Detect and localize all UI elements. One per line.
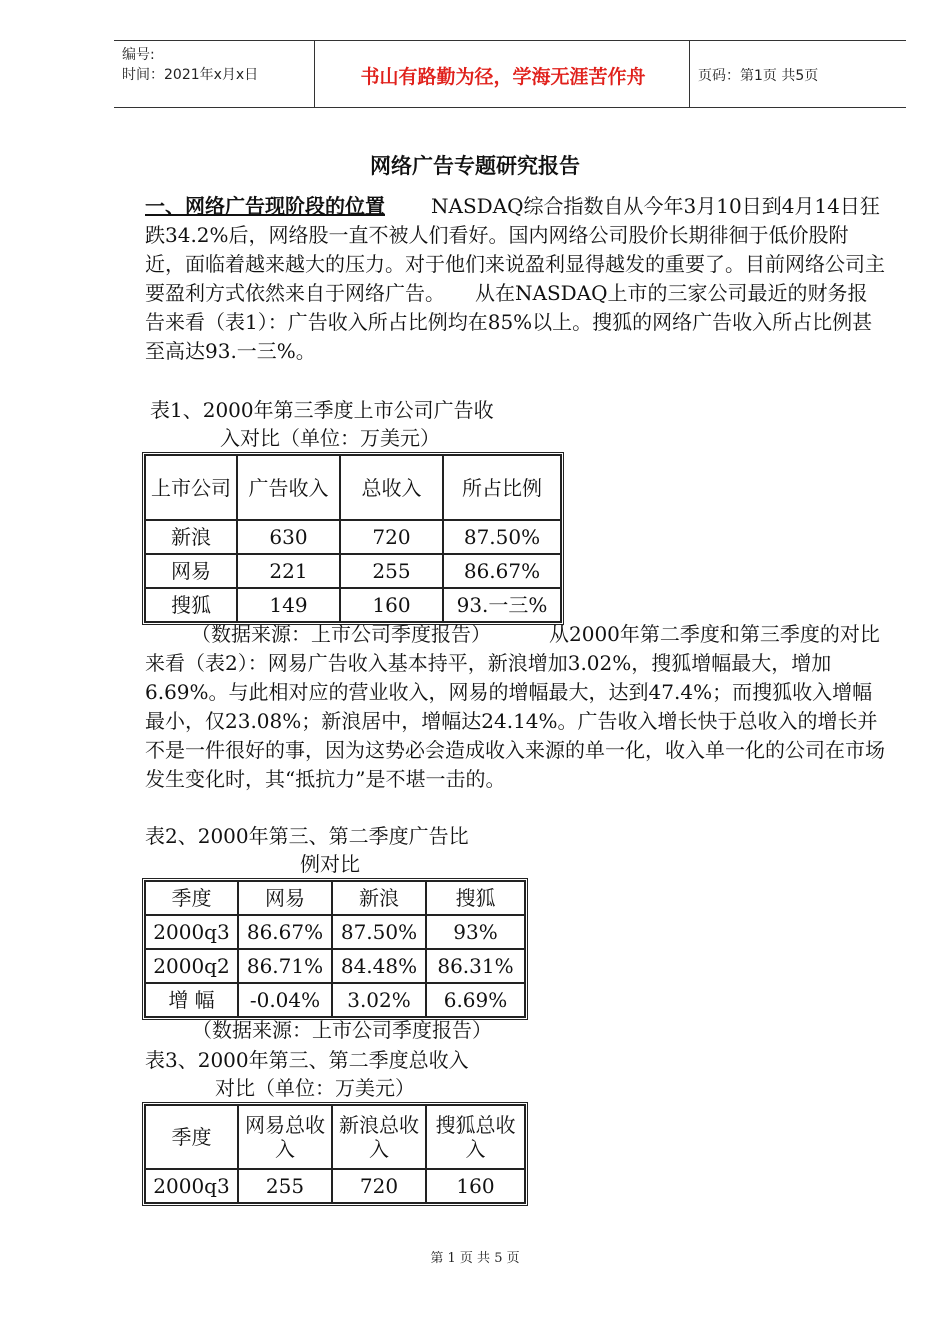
table-cell: 2000q2 — [145, 949, 238, 983]
table-header-cell: 搜狐总收入 — [426, 1105, 525, 1169]
table-header-cell: 总收入 — [340, 455, 443, 520]
table-cell: 87.50% — [443, 520, 561, 554]
table2 — [142, 878, 528, 1020]
table-cell: 6.69% — [426, 983, 525, 1017]
table-row — [145, 588, 561, 622]
table-row — [145, 554, 561, 588]
table-cell: 新浪 — [145, 520, 237, 554]
paragraph2-body: 从2000年第二季度和第三季度的对比来看（表2）：网易广告收入基本持平，新浪增加3.02%，搜狐增幅最大，增加6.69%。与此相对应的营业收入，网易的增幅最大，达到47.4%；而搜狐收入增幅最小，仅23.08%；新浪居中，增幅达24.14%。广告收入增长快于总收入的增长并不是一件很好的事，因为这势必会造成收入来源的单一化，收入单一化的公司在市场发生变化时，其“抵抗力”是不堪一击的。 — [145, 622, 885, 791]
table-header-cell: 搜狐 — [426, 881, 525, 915]
table3-caption-line2: 对比（单位：万美元） — [215, 1076, 415, 1100]
table-cell: 2000q3 — [145, 1169, 238, 1203]
table-cell: 86.67% — [238, 915, 332, 949]
table-cell: 720 — [332, 1169, 426, 1203]
table-cell: 86.71% — [238, 949, 332, 983]
table-cell: 93.一三% — [443, 588, 561, 622]
header-meta — [122, 45, 258, 85]
table-cell: 2000q3 — [145, 915, 238, 949]
table-cell: 255 — [238, 1169, 332, 1203]
doc-date-label: 时间：2021年x月x日 — [122, 67, 259, 83]
table1-caption-line1: 表1、2000年第三季度上市公司广告收 — [150, 398, 494, 422]
table-row — [145, 915, 525, 949]
table2-caption-line2: 例对比 — [300, 852, 360, 876]
table-header-cell: 上市公司 — [145, 455, 237, 520]
table-cell: 160 — [426, 1169, 525, 1203]
table3 — [142, 1102, 528, 1206]
table-header-row — [145, 455, 561, 520]
table-header-row — [145, 881, 525, 915]
table-header-cell: 网易总收入 — [238, 1105, 332, 1169]
table2-caption-line1: 表2、2000年第三、第二季度广告比 — [145, 824, 469, 848]
table-header-cell: 所占比例 — [443, 455, 561, 520]
table-header-cell: 广告收入 — [237, 455, 340, 520]
table-cell: 221 — [237, 554, 340, 588]
table-row — [145, 520, 561, 554]
table-cell: 搜狐 — [145, 588, 237, 622]
table-header-cell: 季度 — [145, 881, 238, 915]
table1-caption-line2: 入对比（单位：万美元） — [220, 426, 440, 450]
table-cell: 93% — [426, 915, 525, 949]
table-cell: 255 — [340, 554, 443, 588]
table-header-cell: 网易 — [238, 881, 332, 915]
table-cell: 149 — [237, 588, 340, 622]
table-cell: 增 幅 — [145, 983, 238, 1017]
document-title: 网络广告专题研究报告 — [370, 154, 580, 178]
table1 — [142, 452, 564, 625]
table-header-cell: 季度 — [145, 1105, 238, 1169]
header-motto: 书山有路勤为径，学海无涯苦作舟 — [360, 65, 646, 88]
page-header — [114, 40, 906, 108]
table-cell: 720 — [340, 520, 443, 554]
table-cell: 84.48% — [332, 949, 426, 983]
header-divider — [314, 41, 315, 107]
table-cell: 630 — [237, 520, 340, 554]
table1-source: （数据来源：上市公司季度报告） — [191, 622, 491, 646]
doc-number-label: 编号: — [122, 47, 155, 63]
table-cell: -0.04% — [238, 983, 332, 1017]
table-header-row — [145, 1105, 525, 1169]
paragraph2 — [145, 620, 885, 794]
table-row — [145, 983, 525, 1017]
table-cell: 86.67% — [443, 554, 561, 588]
table-cell: 87.50% — [332, 915, 426, 949]
table-header-cell: 新浪 — [332, 881, 426, 915]
section1-body: NASDAQ综合指数自从今年3月10日到4月14日狂跌34.2%后，网络股一直不被人们看好。国内网络公司股价长期徘徊于低价股附近，面临着越来越大的压力。对于他们来说盈利显得越发的重要了。目前网络公司主要盈利方式依然来自于网络广告。 从在NASDAQ上市的三家公司最近的财务报告来看（表1）：广告收入所占比例均在85%以上。搜狐的网络广告收入所占比例甚至高达93.一三%。 — [145, 194, 885, 363]
header-page-info: 页码：第1页 共5页 — [698, 68, 819, 84]
table-row — [145, 949, 525, 983]
table-row — [145, 1169, 525, 1203]
table-cell: 160 — [340, 588, 443, 622]
table-header-cell: 新浪总收入 — [332, 1105, 426, 1169]
table2-source: （数据来源：上市公司季度报告） — [192, 1018, 492, 1042]
page-footer: 第 1 页 共 5 页 — [430, 1251, 520, 1266]
table-cell: 网易 — [145, 554, 237, 588]
table-cell: 86.31% — [426, 949, 525, 983]
section1-paragraph — [145, 192, 885, 366]
table3-caption-line1: 表3、2000年第三、第二季度总收入 — [145, 1048, 469, 1072]
section1-heading: 一、网络广告现阶段的位置 — [145, 194, 385, 218]
table-cell: 3.02% — [332, 983, 426, 1017]
